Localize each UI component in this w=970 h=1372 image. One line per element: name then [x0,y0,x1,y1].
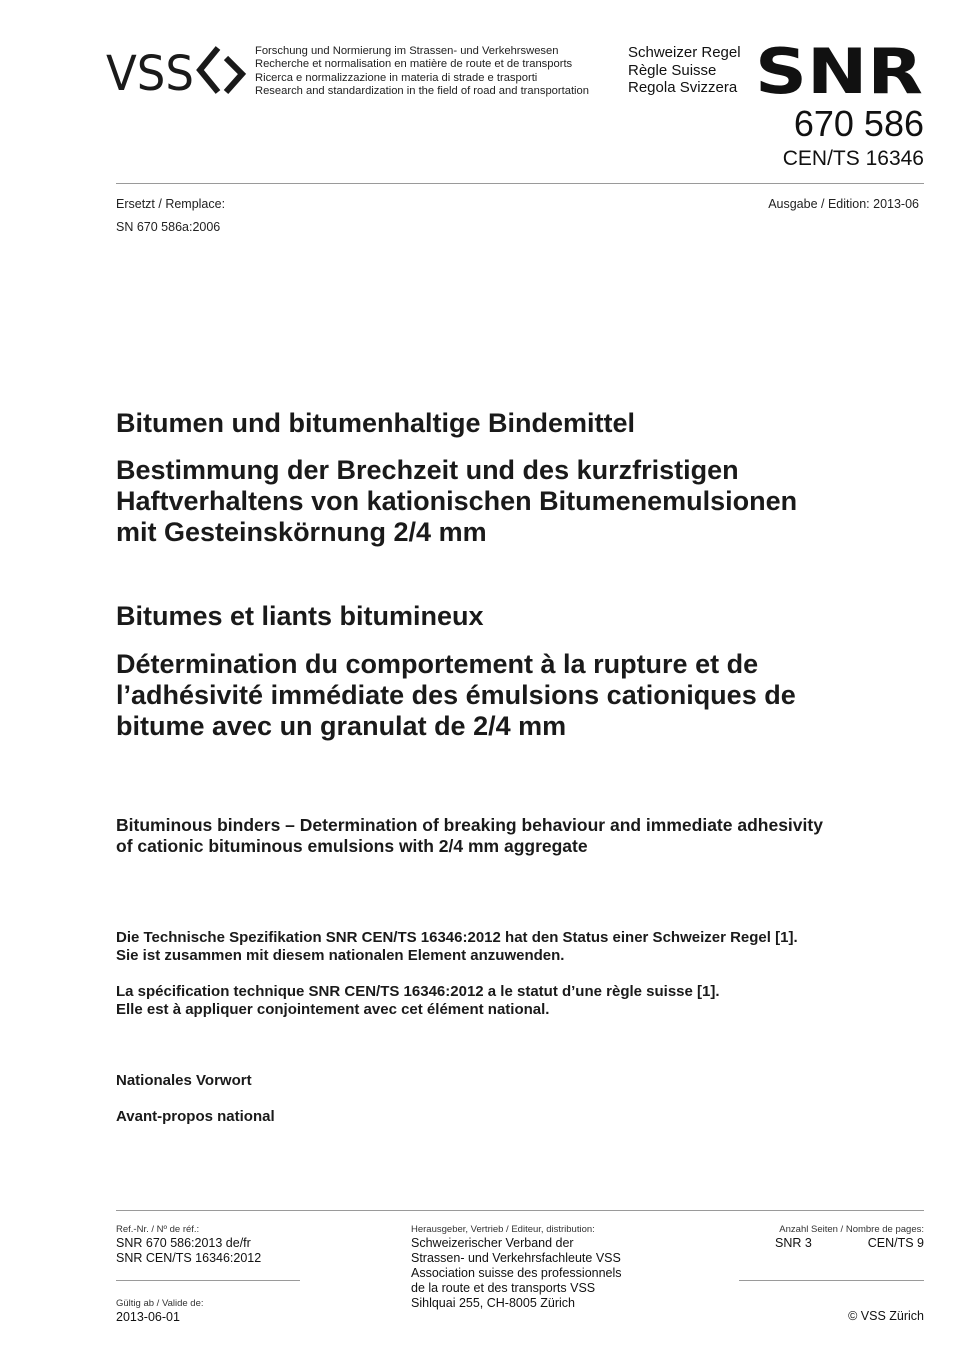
publisher-line: Association suisse des professionnels [411,1266,622,1280]
copyright: © VSS Zürich [848,1309,924,1323]
title-fr-sub [116,649,796,742]
footer-right-divider [739,1280,924,1281]
title-de-main-text: Bitumen und bitumenhaltige Bindemittel [116,408,635,438]
valid-value: 2013-06-01 [116,1310,180,1324]
vss-chevron-left [200,48,218,92]
ref-label: Ref.-Nr. / Nº de réf.: [116,1224,200,1235]
title-fr-main [116,601,484,632]
ref-value-2: SNR CEN/TS 16346:2012 [116,1251,262,1265]
snr-logo-text: SNR [755,46,923,96]
snr-logo [755,46,925,96]
ref-value-1: SNR 670 586:2013 de/fr [116,1236,251,1250]
pages-cen: CEN/TS 9 [867,1236,924,1250]
title-en-line: Bituminous binders – Determination of breaking behaviour and immediate adhesivity [116,815,823,835]
regel-label [628,44,741,97]
title-en-line: of cationic bituminous emulsions with 2/4 mm aggregate [116,836,588,856]
cen-ts-number: CEN/TS 16346 [782,147,924,170]
footer-divider [116,1210,924,1211]
title-de-main [116,408,635,439]
status-note-line: Elle est à appliquer conjointement avec cet élément national. [116,1001,550,1018]
title-de-sub-line: Bestimmung der Brechzeit und des kurzfristigen [116,455,739,485]
title-fr-main-text: Bitumes et liants bitumineux [116,601,484,631]
status-note-de [116,929,798,965]
vss-line-en: Research and standardization in the field of road and transportation [255,85,589,98]
title-en [116,815,823,857]
foreword-heading-fr: Avant-propos national [116,1108,275,1125]
replaces-label: Ersetzt / Remplace: [116,197,226,211]
status-note-line: Die Technische Spezifikation SNR CEN/TS 16346:2012 hat den Status einer Schweizer Regel [1]. [116,929,798,946]
vss-chevron-right [226,58,242,92]
vss-line-fr: Recherche et normalisation en matière de route et de transports [255,58,573,71]
pages-label: Anzahl Seiten / Nombre de pages: [779,1224,924,1235]
title-de-sub-line: mit Gesteinskörnung 2/4 mm [116,517,487,547]
status-note-fr [116,983,720,1019]
edition: Ausgabe / Edition: 2013-06 [768,197,919,211]
document-number: 670 586 [793,103,924,144]
publisher-line: de la route et des transports VSS [411,1281,596,1295]
status-note-line: La spécification technique SNR CEN/TS 16346:2012 a le statut d’une règle suisse [1]. [116,983,720,1000]
header-divider [116,183,924,184]
vss-logo-text: VSS [106,46,194,98]
title-fr-sub-line: bitume avec un granulat de 2/4 mm [116,711,567,741]
regel-line-it: Regola Svizzera [628,79,738,97]
pages-snr: SNR 3 [775,1236,812,1250]
footer-left-divider [116,1280,300,1281]
publisher-address: Sihlquai 255, CH-8005 Zürich [411,1296,575,1310]
status-note-line: Sie ist zusammen mit diesem nationalen Element anzuwenden. [116,947,565,964]
regel-line-fr: Règle Suisse [628,61,717,79]
title-fr-sub-line: Détermination du comportement à la rupture et de [116,649,759,679]
vss-tagline [255,45,589,99]
regel-line-de: Schweizer Regel [628,44,741,61]
title-fr-sub-line: l’adhésivité immédiate des émulsions cationiques de [116,680,796,710]
title-de-sub-line: Haftverhaltens von kationischen Bitumenemulsionen [116,486,798,516]
valid-label: Gültig ab / Valide de: [116,1298,204,1309]
publisher-label: Herausgeber, Vertrieb / Editeur, distribution: [411,1224,595,1235]
title-de-sub [116,455,797,548]
publisher-line: Strassen- und Verkehrsfachleute VSS [411,1251,621,1265]
foreword-heading-de: Nationales Vorwort [116,1072,252,1089]
vss-logo [106,42,252,98]
replaces-value: SN 670 586a:2006 [116,220,221,234]
vss-line-de: Forschung und Normierung im Strassen- und Verkehrswesen [255,45,559,57]
publisher-line: Schweizerischer Verband der [411,1236,574,1250]
vss-line-it: Ricerca e normalizzazione in materia di strade e trasporti [255,71,538,84]
